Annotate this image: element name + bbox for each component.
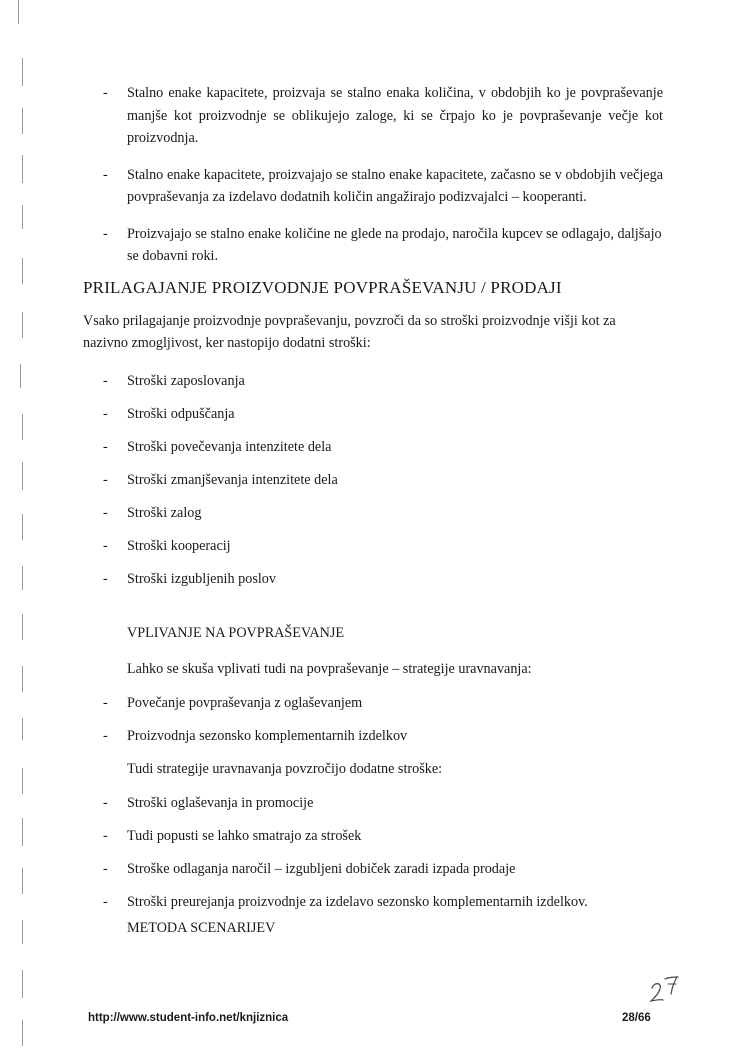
section-paragraph: Vsako prilagajanje proizvodnje povpraševanju, povzroči da so stroški proizvodnje višji kot za nazivno zmogljivost, ker nastopijo dodatni stroški:	[83, 312, 616, 351]
list-item	[83, 536, 663, 556]
influence-list	[83, 693, 663, 746]
bullet-dash: -	[103, 827, 108, 844]
costs-list	[83, 371, 663, 589]
list-item-text: Stroški kooperacij	[127, 537, 231, 554]
list-item-text: Proizvodnja sezonsko komplementarnih izdelkov	[127, 727, 408, 744]
list-item-text: Stroški preurejanja proizvodnje za izdelavo sezonsko komplementarnih izdelkov.	[127, 893, 588, 910]
intro-bullet-text: Stalno enake kapacitete, proizvaja se stalno enaka količina, v obdobjih ko je povpraševanje manjše kot proizvodnje se oblikujejo zaloge, ki se črpajo ko je povpraševanje večje kot proizvodnja.	[127, 85, 663, 146]
document-body	[83, 82, 663, 952]
list-item	[83, 437, 663, 457]
bullet-dash: -	[103, 860, 108, 877]
list-item-text: Stroški izgubljenih poslov	[127, 570, 276, 587]
intro-bullet-text: Proizvajajo se stalno enake količine ne glede na prodajo, naročila kupcev se odlagajo, daljšajo se dobavni roki.	[127, 225, 662, 264]
bullet-dash: -	[103, 471, 108, 488]
list-item	[83, 892, 663, 912]
list-item	[83, 726, 663, 746]
footer-url: http://www.student-info.net/knjiznica	[88, 1012, 289, 1024]
bullet-dash: -	[103, 727, 108, 744]
bullet-dash: -	[103, 85, 108, 101]
bullet-dash: -	[103, 372, 108, 389]
list-item-text: Stroški oglaševanja in promocije	[127, 794, 314, 811]
list-item-text: Stroški zaposlovanja	[127, 372, 245, 389]
list-item	[83, 569, 663, 589]
list-item	[83, 859, 663, 879]
list-item	[83, 793, 663, 813]
bullet-dash: -	[103, 438, 108, 455]
bullet-dash: -	[103, 504, 108, 521]
list-item-text: Stroški zalog	[127, 504, 202, 521]
list-item-text: Stroški zmanjševanja intenzitete dela	[127, 471, 338, 488]
intro-bullet	[83, 223, 663, 268]
influence-intro: Lahko se skuša vplivati tudi na povpraševanje – strategije uravnavanja:	[127, 660, 532, 677]
bullet-dash: -	[103, 570, 108, 587]
bullet-dash: -	[103, 694, 108, 711]
bullet-dash: -	[103, 537, 108, 554]
list-item-text: Stroški odpuščanja	[127, 405, 235, 422]
list-item-text: Tudi popusti se lahko smatrajo za strošek	[127, 827, 362, 844]
influence-heading: VPLIVANJE NA POVPRAŠEVANJE	[127, 624, 345, 641]
strategies-intro: Tudi strategije uravnavanja povzročijo dodatne stroške:	[127, 760, 443, 777]
intro-bullet-text: Stalno enake kapacitete, proizvajajo se stalno enake kapacitete, začasno se v obdobjih večjega povpraševanja za izdelavo dodatnih količin angažirajo podizvajalci – kooperanti.	[127, 166, 663, 205]
list-item	[83, 404, 663, 424]
handwritten-page-number	[648, 968, 682, 1004]
bullet-dash: -	[103, 225, 108, 242]
intro-bullet	[83, 82, 663, 150]
strategy-costs-list	[83, 793, 663, 912]
bullet-dash: -	[103, 794, 108, 811]
list-item	[83, 826, 663, 846]
final-heading: METODA SCENARIJEV	[127, 919, 276, 936]
bullet-dash: -	[103, 166, 108, 183]
bullet-dash: -	[103, 893, 108, 910]
footer-page-number: 28/66	[622, 1012, 651, 1024]
list-item	[83, 470, 663, 490]
bullet-dash: -	[103, 405, 108, 422]
binding-marks	[0, 0, 40, 1061]
list-item-text: Stroške odlaganja naročil – izgubljeni dobiček zaradi izpada prodaje	[127, 860, 516, 877]
list-item	[83, 371, 663, 391]
list-item-text: Stroški povečevanja intenzitete dela	[127, 438, 332, 455]
intro-bullet	[83, 164, 663, 209]
list-item	[83, 693, 663, 713]
section-heading: PRILAGAJANJE PROIZVODNJE POVPRAŠEVANJU / PRODAJI	[83, 277, 562, 297]
list-item-text: Povečanje povpraševanja z oglaševanjem	[127, 694, 363, 711]
list-item	[83, 503, 663, 523]
